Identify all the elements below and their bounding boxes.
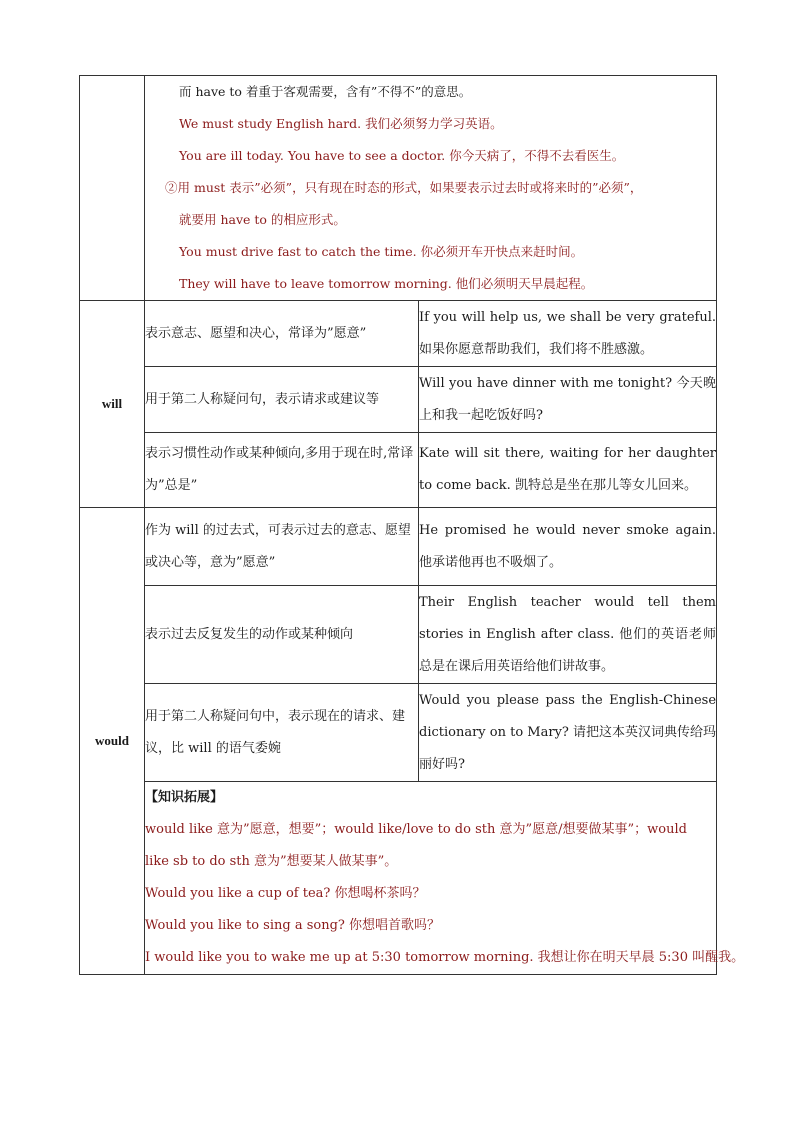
will-row-3 <box>80 433 717 508</box>
extension-line: I would like you to wake me up at 5:30 tomorrow morning. 我想让你在明天早晨 5:30 叫醒我。 <box>145 950 745 965</box>
note-line: 而 have to 着重于客观需要，含有”不得不”的意思。 <box>179 84 472 99</box>
knowledge-extension-cell <box>145 782 745 975</box>
grammar-table <box>79 75 745 975</box>
will-example-1: If you will help us, we shall be very grateful. 如果你愿意帮助我们，我们将不胜感激。 <box>419 301 717 367</box>
empty-label-cell <box>80 76 145 301</box>
extension-line: like sb to do sth 意为”想要某人做某事”。 <box>145 854 398 869</box>
would-row-2 <box>80 586 717 684</box>
would-example-1: He promised he would never smoke again. 他承诺他再也不吸烟了。 <box>419 508 717 586</box>
will-desc-1: 表示意志、愿望和决心，常译为”愿意” <box>145 301 419 367</box>
would-label: would <box>80 508 145 975</box>
will-desc-3: 表示习惯性动作或某种倾向,多用于现在时,常译为”总是” <box>145 433 419 508</box>
would-desc-3: 用于第二人称疑问句中，表示现在的请求、建议，比 will 的语气委婉 <box>145 684 419 782</box>
note-line: 就要用 have to 的相应形式。 <box>179 212 346 227</box>
would-extension-row <box>80 782 717 975</box>
will-example-2: Will you have dinner with me tonight? 今天晚上和我一起吃饭好吗? <box>419 367 717 433</box>
will-example-3: Kate will sit there, waiting for her daughter to come back. 凯特总是坐在那儿等女儿回来。 <box>419 433 717 508</box>
will-label: will <box>80 301 145 508</box>
extension-line: would like 意为”愿意，想要”；would like/love to do sth 意为”愿意/想要做某事”；would <box>145 822 687 837</box>
would-example-2: Their English teacher would tell them stories in English after class. 他们的英语老师总是在课后用英语给他们讲故事。 <box>419 586 717 684</box>
would-row-3 <box>80 684 717 782</box>
would-row-1 <box>80 508 717 586</box>
would-desc-1: 作为 will 的过去式，可表示过去的意志、愿望或决心等，意为”愿意” <box>145 508 419 586</box>
must-continuation-row <box>80 76 717 301</box>
note-line: ②用 must 表示”必须”，只有现在时态的形式，如果要表示过去时或将来时的”必须”， <box>165 180 643 195</box>
will-row-1 <box>80 301 717 367</box>
must-notes-cell <box>145 76 717 301</box>
note-line: We must study English hard. 我们必须努力学习英语。 <box>179 116 503 131</box>
extension-line: Would you like to sing a song? 你想唱首歌吗？ <box>145 918 441 933</box>
will-desc-2: 用于第二人称疑问句，表示请求或建议等 <box>145 367 419 433</box>
note-line: You must drive fast to catch the time. 你必须开车开快点来赶时间。 <box>179 244 584 259</box>
would-example-3: Would you please pass the English-Chinese dictionary on to Mary? 请把这本英汉词典传给玛丽好吗? <box>419 684 717 782</box>
note-line: They will have to leave tomorrow morning. 他们必须明天早晨起程。 <box>179 276 594 291</box>
will-row-2 <box>80 367 717 433</box>
would-desc-2: 表示过去反复发生的动作或某种倾向 <box>145 586 419 684</box>
extension-title: 【知识拓展】 <box>145 790 224 805</box>
note-line: You are ill today. You have to see a doctor. 你今天病了，不得不去看医生。 <box>179 148 625 163</box>
extension-line: Would you like a cup of tea? 你想喝杯茶吗？ <box>145 886 426 901</box>
